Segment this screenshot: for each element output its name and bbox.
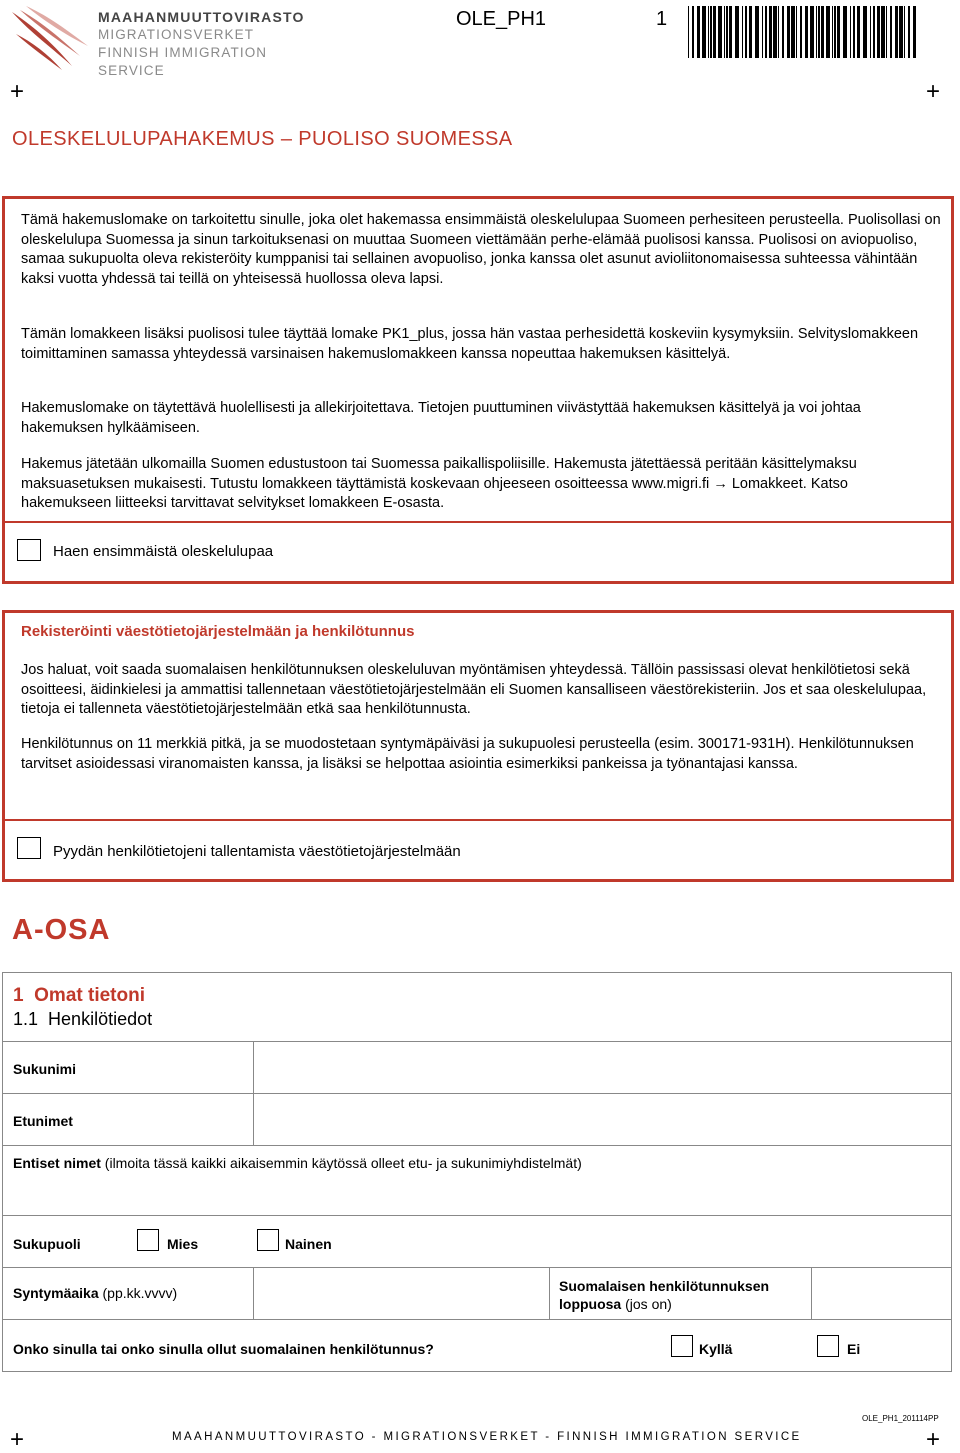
male-checkbox[interactable] [137,1229,159,1251]
divider [3,1041,951,1042]
previous-names-input[interactable] [13,1175,943,1213]
no-label: Ei [847,1341,861,1357]
first-permit-checkbox[interactable] [17,539,41,561]
divider [3,1215,951,1216]
birth-date-label [13,1285,177,1301]
personal-id-suffix-input[interactable] [813,1269,949,1319]
form-code: OLE_PH1 [456,8,547,30]
intro-paragraph-4-text: Hakemus jätetään ulkomailla Suomen edustustoon tai Suomessa paikallispoliisille. Hakemusta jätettäessä peritään käsittelymaksu maksuasetuksen mukaisesti. Tutustu lomakkeen täyttämistä koskevaan ohjeeseen osoitteessa www.migri.fi [21,456,857,492]
birth-date-format: (pp.kk.vvvv) [102,1285,178,1301]
intro-paragraph-4 [21,455,941,514]
registration-box [2,610,954,882]
birth-date-input[interactable] [255,1269,547,1319]
male-label: Mies [167,1236,199,1252]
barcode-icon [688,6,916,58]
register-label: Pyydän henkilötietojeni tallentamista väestötietojärjestelmään [53,843,461,860]
intro-box [2,196,954,584]
subsection-name: Henkilötiedot [48,1009,153,1029]
logo-line-sv: MIGRATIONSVERKET [98,27,255,42]
logo-icon [10,4,90,72]
yes-label: Kyllä [699,1341,733,1357]
divider [253,1041,254,1145]
first-names-label: Etunimet [13,1113,73,1129]
registration-mark-icon: + [10,1426,25,1453]
divider [549,1267,550,1319]
divider [5,819,951,821]
footer-form-code: OLE_PH1_201114PP [862,1414,939,1423]
has-personal-id-question: Onko sinulla tai onko sinulla ollut suomalainen henkilötunnus? [13,1341,434,1357]
female-label: Nainen [285,1236,332,1252]
subsection-number: 1.1 [13,1009,39,1029]
yes-checkbox[interactable] [671,1335,693,1357]
logo-line-en: FINNISH IMMIGRATION SERVICE [98,45,268,78]
birth-date-title: Syntymäaika [13,1285,99,1301]
logo-text [98,8,338,80]
registration-paragraph-2: Henkilötunnus on 11 merkkiä pitkä, ja se muodostetaan syntymäpäiväsi ja sukupuolesi perusteella (esim. 300171-931H). Henkilötunnuksen tarvitset asioidessasi viranomaisten kanssa, ja lisäksi se helpottaa asiointia esimerkiksi pankeissa ja työnantajasi kanssa. [21,736,914,772]
footer-agency: MAAHANMUUTTOVIRASTO - MIGRATIONSVERKET - FINNISH IMMIGRATION SERVICE [172,1431,802,1443]
register-checkbox[interactable] [17,837,41,859]
first-permit-label: Haen ensimmäistä oleskelulupaa [53,543,274,560]
first-names-input[interactable] [255,1095,949,1145]
personal-id-suffix-note: (jos on) [625,1296,672,1312]
section-title [13,985,145,1007]
personal-id-suffix-label [559,1277,769,1313]
subsection-title [13,1009,152,1030]
divider [3,1145,951,1146]
part-a-heading: A-OSA [12,914,111,946]
registration-mark-icon: + [926,78,941,105]
registration-title: Rekisteröinti väestötietojärjestelmään ja henkilötunnus [21,623,415,640]
surname-label: Sukunimi [13,1061,77,1077]
divider [811,1267,812,1319]
section-name: Omat tietoni [34,985,145,1006]
personal-details-form [2,972,952,1372]
page-title: OLESKELULUPAHAKEMUS – PUOLISO SUOMESSA [12,128,513,150]
intro-paragraph-1: Tämä hakemuslomake on tarkoitettu sinulle, joka olet hakemassa ensimmäistä oleskelulupaa Suomeen perhesiteen perusteella. Puolisollasi on oleskelulupa Suomessa ja sinun tarkoituksenasi on muuttaa Suomeen viettämään perhe-elämää puolisosi kanssa. Puolisosi on aviopuoliso, samaa sukupuolta oleva rekisteröity kumppanisi tai sellainen avopuoliso, jonka kanssa olet asunut avioliitonomaisessa suhteessa vähintään kaksi vuotta yhdessä tai teillä on yhteisessä huollossa oleva lapsi. [21,212,941,287]
divider [3,1267,951,1268]
divider [253,1267,254,1319]
personal-id-suffix-line1: Suomalaisen henkilötunnuksen [559,1278,770,1294]
personal-id-suffix-line2: loppuosa [559,1296,622,1312]
registration-mark-icon: + [926,1426,941,1453]
registration-paragraph-1: Jos haluat, voit saada suomalaisen henkilötunnuksen oleskeluluvan myöntämisen yhteydessä. Tällöin passissasi olevat henkilötietosi sekä osoitteesi, äidinkielesi ja ammattisi tallennetaan väestötietojärjestelmään eli Suomen kansalliseen väestörekisteriin. Jos et saa oleskelulupaa, tietoja ei tallenneta väestötietojärjestelmään etkä saa henkilötunnusta. [21,662,927,717]
divider [3,1319,951,1320]
surname-input[interactable] [255,1043,949,1093]
gender-label: Sukupuoli [13,1236,81,1252]
logo-line-fi: MAAHANMUUTTOVIRASTO [98,9,305,25]
section-number: 1 [13,985,24,1006]
intro-paragraph-2: Tämän lomakkeen lisäksi puolisosi tulee täyttää lomake PK1_plus, jossa hän vastaa perhesidettä koskeviin kysymyksiin. Selvityslomakkeen toimittaminen samassa yhteydessä varsinaisen hakemuslomakkeen kanssa nopeuttaa hakemuksen käsittelyä. [21,326,919,362]
arrow-icon: → [713,475,728,492]
registration-mark-icon: + [10,78,25,105]
divider [5,521,951,523]
intro-paragraph-4-end: Lomakkeet. Katso hakemukseen liitteeksi tarvittavat selvitykset lomakkeen E-osasta. [21,475,848,511]
divider [3,1093,951,1094]
intro-paragraph-3: Hakemuslomake on täytettävä huolellisesti ja allekirjoitettava. Tietojen puuttuminen viivästyttää hakemuksen käsittelyä ja voi johtaa hakemuksen hylkäämiseen. [21,400,861,436]
no-checkbox[interactable] [817,1335,839,1357]
previous-names-note: (ilmoita tässä kaikki aikaisemmin käytössä olleet etu- ja sukunimiyhdistelmät) [104,1155,582,1171]
previous-names-label [13,1155,582,1171]
page-number: 1 [656,8,668,30]
previous-names-title: Entiset nimet [13,1155,101,1171]
female-checkbox[interactable] [257,1229,279,1251]
